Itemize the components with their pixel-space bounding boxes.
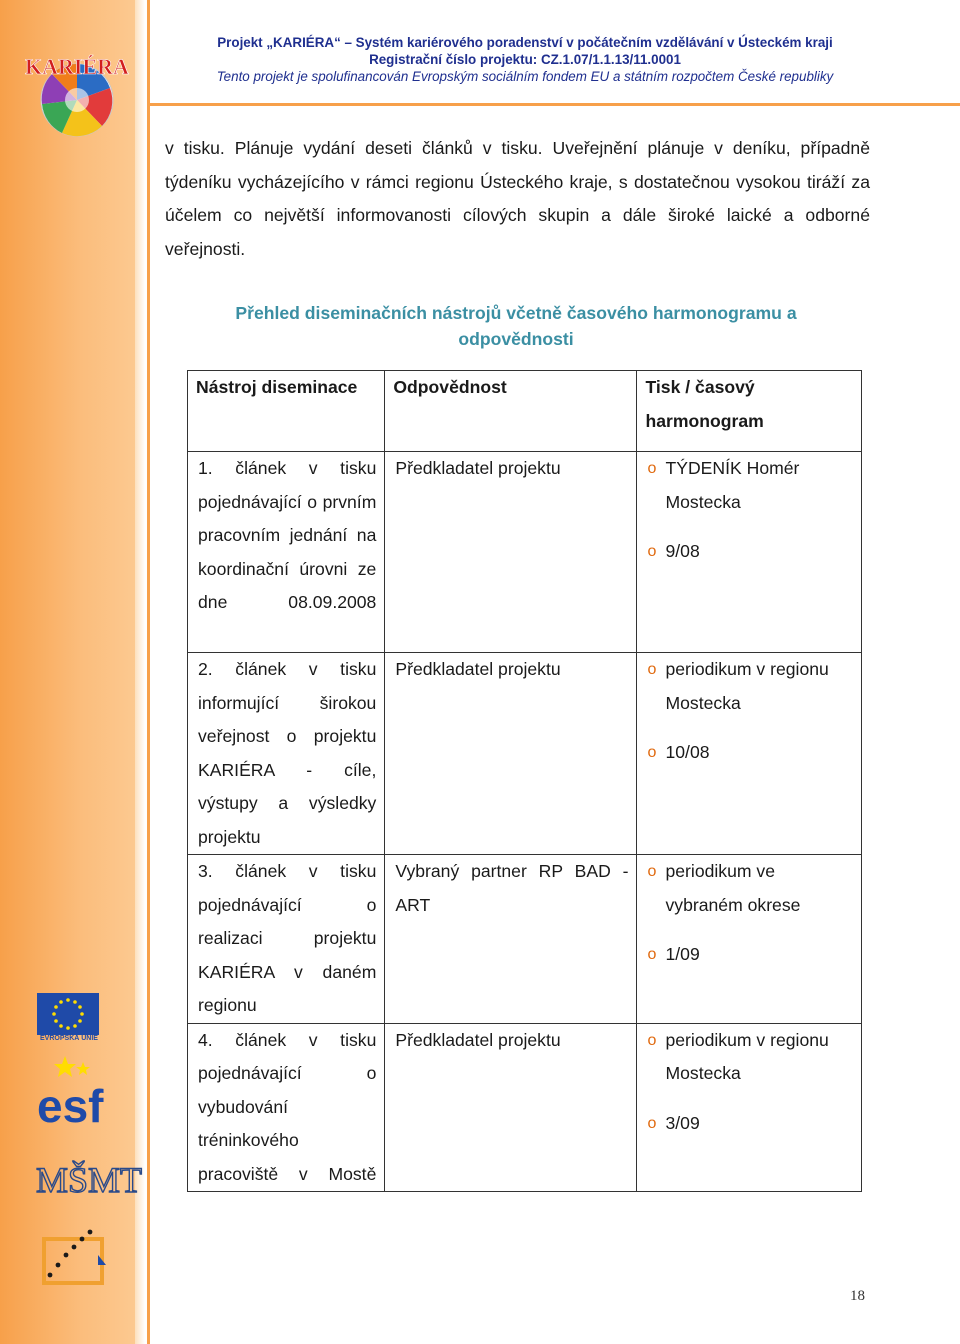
row-print-schedule <box>637 1023 862 1192</box>
table-row <box>188 452 862 653</box>
row-responsibility: Předkladatel projektu <box>385 653 637 855</box>
table-row <box>188 1023 862 1192</box>
header-divider <box>150 103 960 106</box>
print-date: o 3/09 <box>647 1107 853 1141</box>
print-medium: o TÝDENÍK Homér Mostecka <box>647 452 853 519</box>
print-medium: o periodikum v regionu Mostecka <box>647 1024 853 1091</box>
sidebar-gradient-edge <box>135 0 145 1344</box>
row-responsibility: Předkladatel projektu <box>385 452 637 653</box>
print-medium: o periodikum v regionu Mostecka <box>647 653 853 720</box>
section-title: Přehled diseminačních nástrojů včetně časového harmonogramu a odpovědnosti <box>235 303 797 349</box>
print-date: o 10/08 <box>647 736 853 770</box>
row-tool: 2. článek v tisku informující širokou veřejnost o projektu KARIÉRA - cíle, výstupy a výsledky projektu <box>188 653 385 855</box>
table-row <box>188 653 862 855</box>
print-date: o 1/09 <box>647 938 853 972</box>
table-header-row <box>188 371 862 452</box>
eu-label: EVROPSKÁ UNIE <box>40 1035 98 1042</box>
header-project-title: Projekt „KARIÉRA“ – Systém kariérového poradenství v počátečním vzdělávání v Ústeckém kraji <box>217 35 833 50</box>
row-responsibility: Předkladatel projektu <box>385 1023 637 1192</box>
header-responsibility: Odpovědnost <box>385 371 637 452</box>
row-responsibility: Vybraný partner RP BAD - ART <box>385 855 637 1024</box>
row-print-schedule <box>637 855 862 1024</box>
page-header <box>160 34 890 85</box>
header-print-schedule: Tisk / časový harmonogram <box>637 371 862 452</box>
intro-paragraph: v tisku. Plánuje vydání deseti článků v tisku. Uveřejnění plánuje v deníku, případně týdeníku vycházejícího v rámci regionu Ústeckého kraje, s dostatečnou vysokou tiráží za účelem co největší informovanosti cílových skupin a dále široké laické a odborné veřejnosti. <box>165 138 870 259</box>
header-tool: Nástroj diseminace <box>188 371 385 452</box>
page-number: 18 <box>850 1288 865 1304</box>
header-registration-number: Registrační číslo projektu: CZ.1.07/1.1.13/11.0001 <box>369 52 681 67</box>
eu-flag-logo <box>37 993 99 1035</box>
row-print-schedule <box>637 653 862 855</box>
msmt-text: MŠMT <box>36 1160 143 1200</box>
kariera-logo <box>22 38 132 142</box>
table-row <box>188 855 862 1024</box>
dissemination-table <box>187 370 862 1192</box>
operational-programme-logo <box>38 1225 108 1290</box>
row-tool: 3. článek v tisku pojednávající o realizaci projektu KARIÉRA v daném regionu <box>188 855 385 1024</box>
msmt-logo <box>36 1148 143 1206</box>
esf-logo <box>35 1052 120 1132</box>
row-tool: 4. článek v tisku pojednávající o vybudování tréninkového pracoviště v Mostě <box>188 1023 385 1192</box>
header-funding-note: Tento projekt je spolufinancován Evropským sociálním fondem EU a státním rozpočtem České republiky <box>216 69 834 84</box>
print-medium: o periodikum ve vybraném okrese <box>647 855 853 922</box>
row-print-schedule <box>637 452 862 653</box>
logo-text: KARIÉRA <box>25 54 129 79</box>
esf-text: esf <box>37 1080 104 1132</box>
sidebar-divider-line <box>147 0 150 1344</box>
print-date: o 9/08 <box>647 535 853 569</box>
row-tool: 1. článek v tisku pojednávající o prvním pracovním jednání na koordinační úrovni ze dne 08.09.2008 <box>188 452 385 653</box>
sidebar-band <box>0 0 135 1344</box>
